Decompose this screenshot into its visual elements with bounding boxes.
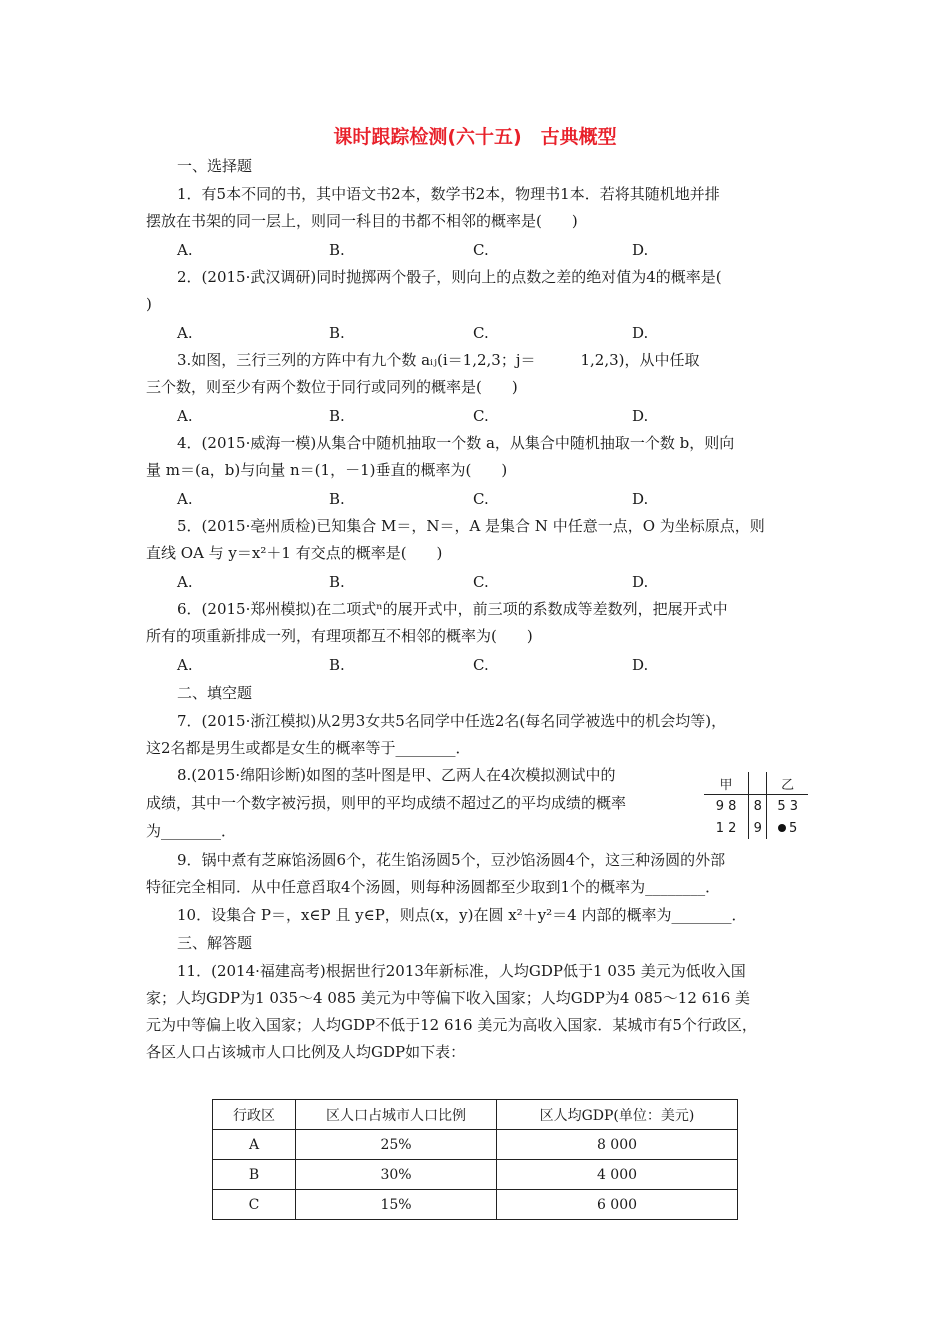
page-title: 课时跟踪检测(六十五) 古典概型 — [333, 126, 617, 148]
table-row — [213, 1190, 738, 1220]
question-3-line-2: 三个数，则至少有两个数位于同行或同列的概率是( ) — [146, 378, 518, 396]
q3-option-c: C. — [473, 407, 489, 425]
question-8-line-1: 8.(2015·绵阳诊断)如图的茎叶图是甲、乙两人在4次模拟测试中的 — [177, 766, 616, 784]
stem-leaf-leaf: 5 — [789, 820, 798, 836]
table-header-cell: 区人口占城市人口比例 — [296, 1100, 497, 1130]
table-row — [213, 1160, 738, 1190]
table-cell: A — [213, 1130, 296, 1160]
stem-leaf-left-leaves: 9 8 — [715, 798, 737, 814]
q6-option-c: C. — [473, 656, 489, 674]
q1-option-a: A. — [177, 241, 193, 259]
stem-leaf-header-yi: 乙 — [767, 772, 808, 795]
question-5-line-2: 直线 OA 与 y＝x²＋1 有交点的概率是( ) — [146, 544, 443, 562]
q5-option-b: B. — [329, 573, 345, 591]
table-header-cell: 区人均GDP(单位：美元) — [497, 1100, 738, 1130]
q4-option-b: B. — [329, 490, 345, 508]
table-header-cell: 行政区 — [213, 1100, 296, 1130]
q4-option-d: D. — [632, 490, 649, 508]
section-heading-answer: 三、解答题 — [177, 934, 253, 952]
question-10-line-1: 10．设集合 P＝，x∈P 且 y∈P，则点(x，y)在圆 x²＋y²＝4 内部的概率为________． — [177, 906, 747, 924]
table-cell: 15% — [296, 1190, 497, 1220]
q6-option-d: D. — [632, 656, 649, 674]
q5-option-d: D. — [632, 573, 649, 591]
q2-option-d: D. — [632, 324, 649, 342]
q1-option-b: B. — [329, 241, 345, 259]
table-cell: 4 000 — [497, 1160, 738, 1190]
q2-option-c: C. — [473, 324, 489, 342]
question-6-line-2: 所有的项重新排成一列，有理项都互不相邻的概率为( ) — [146, 627, 533, 645]
question-9-line-1: 9．锅中煮有芝麻馅汤圆6个，花生馅汤圆5个，豆沙馅汤圆4个，这三种汤圆的外部 — [177, 851, 726, 869]
question-11-line-1: 11．(2014·福建高考)根据世行2013年新标准，人均GDP低于1 035 美元为低收入国 — [177, 962, 746, 980]
question-11-line-3: 元为中等偏上收入国家；人均GDP不低于12 616 美元为高收入国家．某城市有5个行政区， — [146, 1016, 757, 1034]
question-8-line-3: 为________． — [146, 822, 237, 840]
stem-leaf-plot — [704, 772, 808, 839]
q3-option-b: B. — [329, 407, 345, 425]
question-8-line-2: 成绩，其中一个数字被污损，则甲的平均成绩不超过乙的平均成绩的概率 — [146, 794, 627, 812]
q3-option-a: A. — [177, 407, 193, 425]
question-7-line-2: 这2名都是男生或都是女生的概率等于________． — [146, 739, 471, 757]
question-3-line-1: 3.如图，三行三列的方阵中有九个数 aᵢⱼ(i＝1,2,3；j＝ 1,2,3)，从中任取 — [177, 351, 700, 369]
question-6-line-1: 6．(2015·郑州模拟)在二项式ⁿ的展开式中，前三项的系数成等差数列，把展开式中 — [177, 600, 728, 618]
question-9-line-2: 特征完全相同．从中任意舀取4个汤圆，则每种汤圆都至少取到1个的概率为________． — [146, 878, 721, 896]
table-row — [213, 1130, 738, 1160]
table-cell: C — [213, 1190, 296, 1220]
smudged-digit-dot — [778, 824, 786, 832]
question-2-line-1: 2．(2015·武汉调研)同时抛掷两个骰子，则向上的点数之差的绝对值为4的概率是( — [177, 268, 722, 286]
q1-option-c: C. — [473, 241, 489, 259]
q2-option-a: A. — [177, 324, 193, 342]
table-cell: 30% — [296, 1160, 497, 1190]
table-header-row — [213, 1100, 738, 1130]
table-cell: 8 000 — [497, 1130, 738, 1160]
q3-option-d: D. — [632, 407, 649, 425]
question-4-line-2: 量 m＝(a，b)与向量 n＝(1，－1)垂直的概率为( ) — [146, 461, 508, 479]
stem-leaf-stem: 8 — [749, 795, 767, 818]
table-cell: 6 000 — [497, 1190, 738, 1220]
question-2-line-2: ) — [146, 295, 152, 313]
section-heading-fill: 二、填空题 — [177, 684, 253, 702]
stem-leaf-right-leaves: 5 3 — [767, 795, 808, 818]
stem-leaf-stem: 9 — [749, 817, 767, 839]
q4-option-c: C. — [473, 490, 489, 508]
question-4-line-1: 4．(2015·威海一模)从集合中随机抽取一个数 a，从集合中随机抽取一个数 b，则向 — [177, 434, 735, 452]
stem-leaf-left-leaves: 1 2 — [715, 820, 737, 836]
question-1-line-2: 摆放在书架的同一层上，则同一科目的书都不相邻的概率是( ) — [146, 212, 578, 230]
question-11-line-4: 各区人口占该城市人口比例及人均GDP如下表： — [146, 1043, 466, 1061]
q4-option-a: A. — [177, 490, 193, 508]
q6-option-b: B. — [329, 656, 345, 674]
stem-leaf-header-jia: 甲 — [704, 772, 749, 795]
question-1-line-1: 1．有5本不同的书，其中语文书2本，数学书2本，物理书1本．若将其随机地并排 — [177, 185, 720, 203]
stem-leaf-right-leaves-smudged — [767, 817, 808, 839]
table-cell: 25% — [296, 1130, 497, 1160]
question-11-line-2: 家；人均GDP为1 035～4 085 美元为中等偏下收入国家；人均GDP为4 085～12 616 美 — [146, 989, 751, 1007]
q1-option-d: D. — [632, 241, 649, 259]
gdp-table — [212, 1099, 738, 1220]
q6-option-a: A. — [177, 656, 193, 674]
q2-option-b: B. — [329, 324, 345, 342]
section-heading-choice: 一、选择题 — [177, 157, 253, 175]
question-5-line-1: 5．(2015·亳州质检)已知集合 M＝，N＝，A 是集合 N 中任意一点，O 为坐标原点，则 — [177, 517, 765, 535]
question-7-line-1: 7．(2015·浙江模拟)从2男3女共5名同学中任选2名(每名同学被选中的机会均等)， — [177, 712, 727, 730]
q5-option-a: A. — [177, 573, 193, 591]
q5-option-c: C. — [473, 573, 489, 591]
table-cell: B — [213, 1160, 296, 1190]
